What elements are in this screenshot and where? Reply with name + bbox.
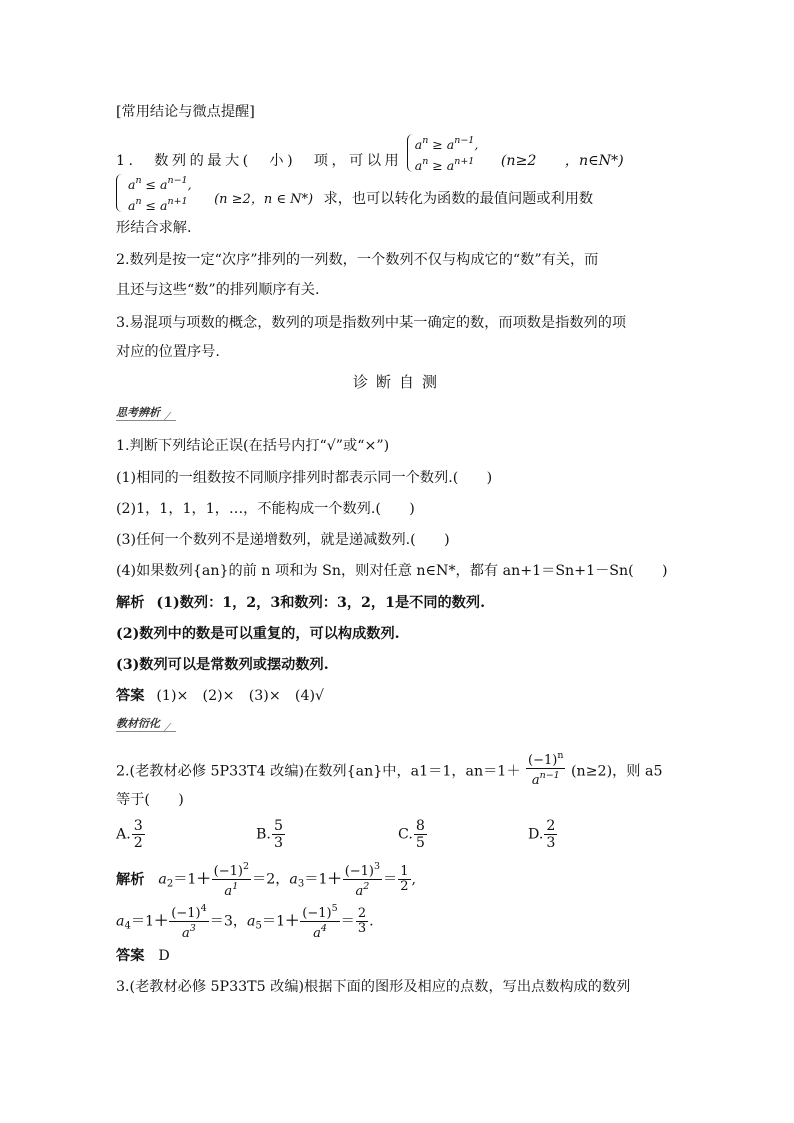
q1-answer-text: (1)× (2)× (3)× (4)√ <box>156 688 325 704</box>
tip-1-line-2 <box>116 175 682 213</box>
min-condition-system: $a^n \le a^{n-1}$, $a^n \le a^{n+1}$ <box>116 172 192 214</box>
q2-stem-line-1 <box>116 752 682 792</box>
q2-recurrence-fraction: $\frac{(-1)^n}{a^{n-1}}$ <box>528 750 564 788</box>
q1-analysis-label: 解析 <box>116 595 145 611</box>
tip-1-prefix: 1. 数列的最大( 小) 项，可以用 <box>116 153 403 169</box>
q1-statement-4: (4)如果数列{an}的前 n 项和为 Sn，则对任意 n∈N*，都有 an+1＝Sn+1－Sn( ) <box>116 563 668 579</box>
a3-value: $\frac{1}{2}$ <box>400 864 409 894</box>
option-fraction <box>132 818 145 851</box>
option-denominator: 3 <box>273 835 283 851</box>
tag-thinking-analysis: 思考辨析 <box>116 406 176 421</box>
q1-statement-1: (1)相同的一组数按不同顺序排列时都表示同一个数列.( ) <box>116 470 493 486</box>
tip-1-suffix: 求，也可以转化为函数的最值问题或利用数 <box>323 191 594 207</box>
q2-option-c <box>398 818 518 854</box>
q1-statement-2: (2)1，1，1，1，…，不能构成一个数列.( ) <box>116 501 415 517</box>
q3-stem: 3.(老教材必修 5P33T5 改编)根据下面的图形及相应的点数，写出点数构成的数列 <box>116 979 631 995</box>
q2-answer-label: 答案 <box>116 948 145 964</box>
tip-1-cond-1: (n≥2 ，n∈N*) <box>500 153 624 169</box>
q2-stem-prefix: 2.(老教材必修 5P33T4 改编)在数列{an}中，a1＝1，an＝1＋ <box>116 763 521 780</box>
a3-fraction: $\frac{(-1)^3}{a^2}$ <box>344 861 381 899</box>
q1-statement-3: (3)任何一个数列不是递增数列，就是递减数列.( ) <box>116 532 450 548</box>
q1-stem: 1.判断下列结论正误(在括号内打“√”或“×”) <box>116 438 390 454</box>
option-label: D. <box>528 826 544 843</box>
diagnosis-title: 诊断自测 <box>352 373 445 391</box>
tip-2-line-1: 2.数列是按一定“次序”排列的一列数，一个数列不仅与构成它的“数”有关，而 <box>116 252 599 268</box>
option-denominator: 5 <box>415 835 425 851</box>
tip-1-line-3: 形结合求解. <box>116 220 192 236</box>
q2-stem-line-2: 等于( ) <box>116 792 184 808</box>
option-fraction <box>414 818 427 851</box>
tip-1-line-1 <box>116 135 682 173</box>
section-title: [常用结论与微点提醒] <box>116 104 255 120</box>
q1-analysis-text-1: (1)数列：1，2，3和数列：3，2，1是不同的数列. <box>156 595 486 611</box>
option-numerator: 2 <box>546 818 556 834</box>
option-fraction <box>544 818 557 851</box>
q2-option-b <box>256 818 376 854</box>
q2-option-a <box>116 818 236 854</box>
q2-answer-text: D <box>158 948 170 964</box>
a4-fraction: $\frac{(-1)^4}{a^3}$ <box>171 903 207 941</box>
option-denominator: 2 <box>133 835 143 851</box>
q2-analysis-line-2: $a_4=1+$ $\frac{(-1)^4}{a^3}$ ＝3，$a_5=1+$ $\frac{(-1)^5}{a^4}$ ＝ $\frac{2}{3}$ . <box>116 903 374 941</box>
a5-fraction: $\frac{(-1)^5}{a^4}$ <box>302 903 338 941</box>
tip-3-line-1: 3.易混项与项数的概念，数列的项是指数列中某一确定的数，而项数是指数列的项 <box>116 315 627 331</box>
option-numerator: 8 <box>415 818 425 834</box>
q1-answer-label: 答案 <box>116 688 145 704</box>
q2-stem-suffix: (n≥2)，则 a5 <box>571 763 663 780</box>
option-numerator: 5 <box>273 818 283 834</box>
q1-analysis-1 <box>116 593 682 615</box>
max-condition-system: $a^n \ge a^{n-1}$, $a^n \ge a^{n+1}$ <box>407 132 479 174</box>
option-label: C. <box>398 826 413 843</box>
tip-1-cond-2: (n ≥2，n ∈ N*) <box>214 192 314 207</box>
tag-textbook-derivation: 教材衍化 <box>116 717 176 732</box>
option-label: A. <box>116 826 131 843</box>
tip-3-line-2: 对应的位置序号. <box>116 344 220 360</box>
option-fraction <box>272 818 285 851</box>
q1-answer <box>116 686 682 708</box>
q2-analysis-label: 解析 <box>116 871 145 888</box>
a2-fraction: $\frac{(-1)^2}{a^1}$ <box>213 861 250 899</box>
q2-answer <box>116 946 682 968</box>
a5-value: $\frac{2}{3}$ <box>357 906 367 936</box>
option-denominator: 3 <box>546 835 556 851</box>
option-label: B. <box>256 826 271 843</box>
q1-analysis-3: (3)数列可以是常数列或摆动数列. <box>116 657 329 673</box>
q2-analysis-line-1: 解析 $a_2=1+$ $\frac{(-1)^2}{a^1}$ ＝2，$a_3=1+$ $\frac{(-1)^3}{a^2}$ ＝ $\frac{1}{2}$ , <box>116 861 417 899</box>
q1-analysis-2: (2)数列中的数是可以重复的，可以构成数列. <box>116 626 400 642</box>
tip-2-line-2: 且还与这些“数”的排列顺序有关. <box>116 282 320 298</box>
option-numerator: 3 <box>133 818 143 834</box>
q2-option-d <box>528 818 648 854</box>
